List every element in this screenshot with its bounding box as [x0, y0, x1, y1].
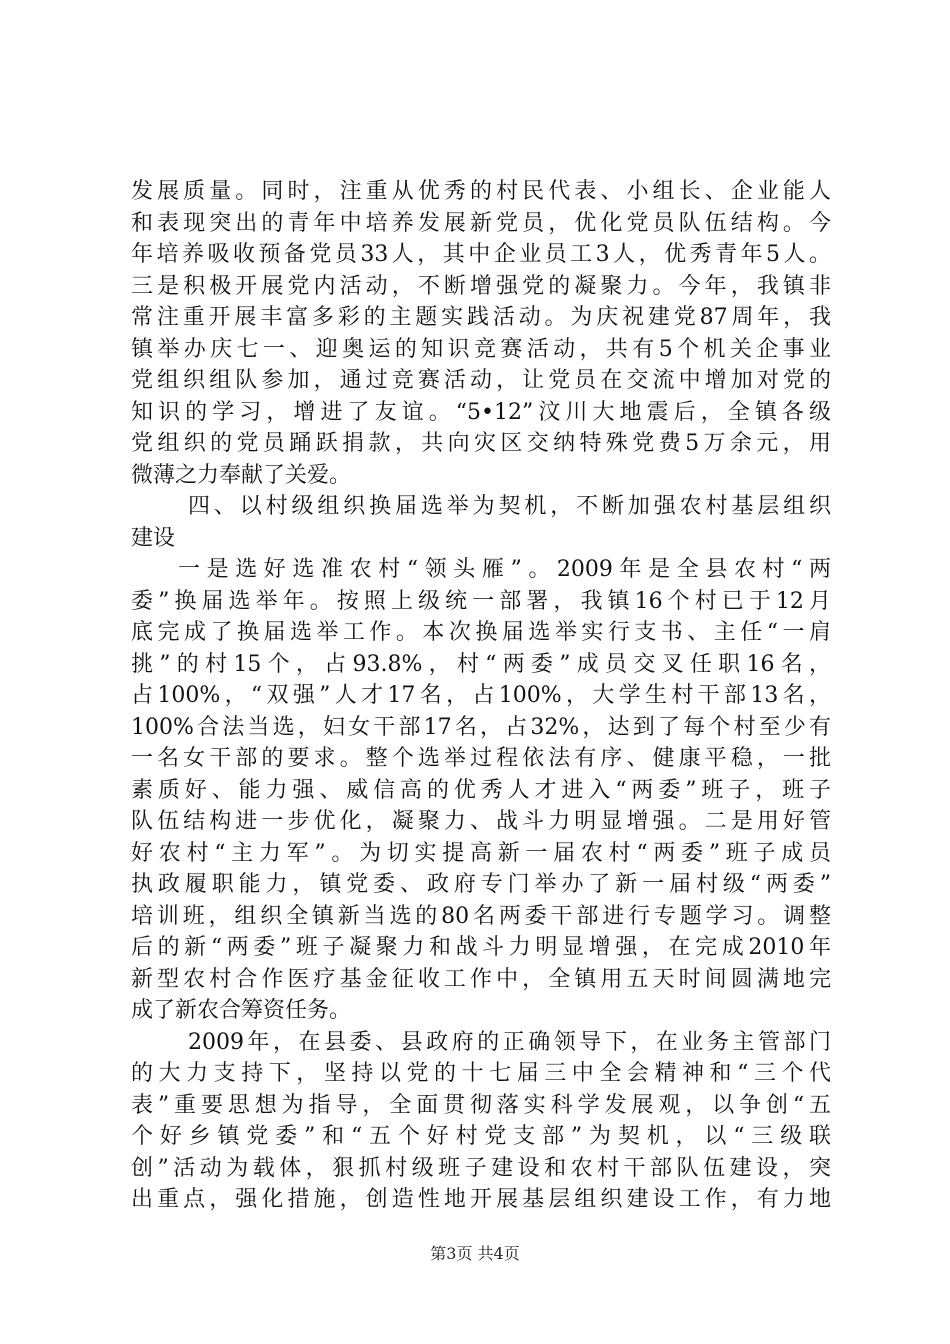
body-line: 新型农村合作医疗基金征收工作中，全镇用五天时间圆满地完 — [131, 966, 831, 992]
body-line: 100%合法当选，妇女干部17名，占32%，达到了每个村至少有 — [131, 714, 831, 740]
body-line: 和表现突出的青年中培养发展新党员，优化党员队伍结构。今 — [131, 210, 831, 236]
body-line: 执政履职能力，镇党委、政府专门举办了新一届村级“两委” — [131, 872, 831, 897]
body-line: 一名女干部的要求。整个选举过程依法有序、健康平稳，一批 — [131, 746, 831, 771]
body-line: 2009年，在县委、县政府的正确领导下，在业务主管部门 — [188, 1029, 831, 1055]
body-line: 党组织的党员踊跃捐款，共向灾区交纳特殊党费5万余元，用 — [131, 431, 831, 456]
body-line: 微薄之力奉献了关爱。 — [131, 462, 352, 488]
body-line: 一是选好选准农村“领头雁”。2009年是全县农村“两 — [178, 557, 831, 582]
body-line: 创”活动为载体，狠抓村级班子建设和农村干部队伍建设，突 — [131, 1155, 831, 1181]
body-line: 的大力支持下，坚持以党的十七届三中全会精神和“三个代 — [131, 1061, 831, 1086]
body-line: 知识的学习，增进了友谊。“5•12”汶川大地震后，全镇各级 — [131, 399, 831, 425]
body-line: 挑”的村15个，占93.8%，村“两委”成员交叉任职16名， — [131, 651, 831, 677]
body-line: 表”重要思想为指导，全面贯彻落实科学发展观，以争创“五 — [131, 1092, 831, 1118]
body-line: 底完成了换届选举工作。本次换届选举实行支书、主任“一肩 — [131, 620, 831, 645]
body-line: 后的新“两委”班子凝聚力和战斗力明显增强，在完成2010年 — [131, 935, 831, 960]
body-line: 个好乡镇党委”和“五个好村党支部”为契机，以“三级联 — [131, 1124, 831, 1149]
body-line: 委”换届选举年。按照上级统一部署，我镇16个村已于12月 — [131, 588, 831, 614]
section-heading-line: 建设 — [131, 525, 176, 551]
body-line: 素质好、能力强、威信高的优秀人才进入“两委”班子，班子 — [131, 777, 831, 803]
body-line: 队伍结构进一步优化，凝聚力、战斗力明显增强。二是用好管 — [131, 809, 831, 834]
page-number-footer: 第3页 共4页 — [430, 1244, 520, 1263]
body-line: 三是积极开展党内活动，不断增强党的凝聚力。今年，我镇非 — [131, 273, 831, 299]
body-line: 常注重开展丰富多彩的主题实践活动。为庆祝建党87周年，我 — [131, 305, 831, 330]
body-line: 镇举办庆七一、迎奥运的知识竞赛活动，共有5个机关企事业 — [131, 336, 831, 362]
body-line: 年培养吸收预备党员33人，其中企业员工3人，优秀青年5人。 — [131, 242, 831, 267]
body-line: 发展质量。同时，注重从优秀的村民代表、小组长、企业能人 — [131, 179, 831, 204]
body-line: 好农村“主力军”。为切实提高新一届农村“两委”班子成员 — [131, 840, 831, 866]
body-line: 成了新农合筹资任务。 — [131, 998, 352, 1023]
body-line: 占100%，“双强”人才17名，占100%，大学生村干部13名， — [131, 683, 831, 708]
body-line: 党组织组队参加，通过竞赛活动，让党员在交流中增加对党的 — [131, 368, 831, 393]
section-heading-line: 四、以村级组织换届选举为契机，不断加强农村基层组织 — [188, 494, 831, 519]
body-line: 出重点，强化措施，创造性地开展基层组织建设工作，有力地 — [131, 1187, 831, 1212]
body-line: 培训班，组织全镇新当选的80名两委干部进行专题学习。调整 — [131, 903, 831, 929]
